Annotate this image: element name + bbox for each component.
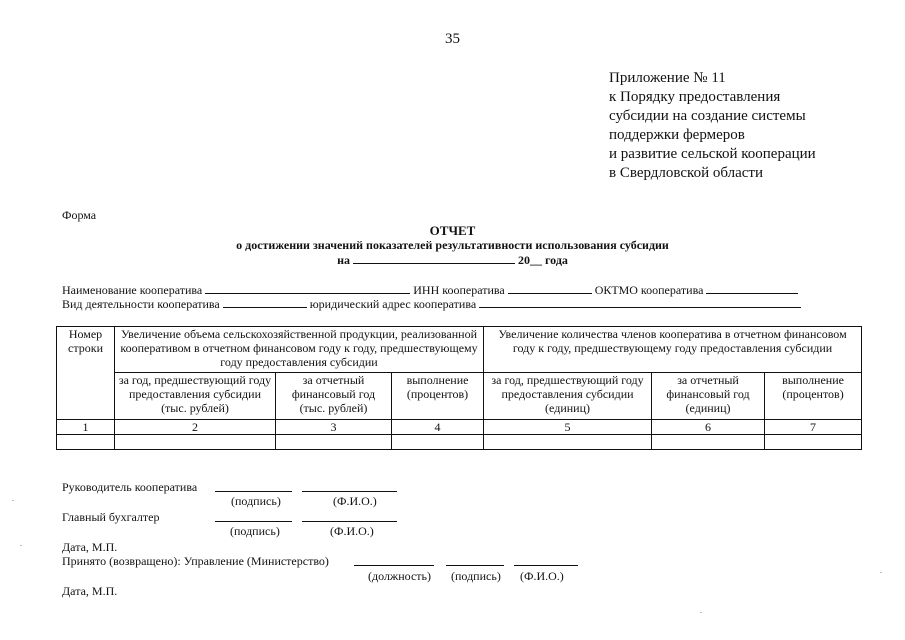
activity-label: Вид деятельности кооператива	[62, 297, 220, 311]
date-prefix: на	[337, 253, 351, 267]
appendix-line: к Порядку предоставления	[609, 89, 781, 105]
group-header-members: Увеличение количества членов кооператива в отчетном финансовом году к году, предшествующему году предоставления субсидии	[484, 327, 862, 373]
empty-cell[interactable]	[115, 435, 276, 450]
date-blank[interactable]	[353, 253, 515, 264]
date-stamp-label-2: Дата, М.П.	[62, 584, 118, 598]
scan-speck	[20, 545, 22, 546]
column-number: 4	[392, 420, 484, 435]
accepted-label: Принято (возвращено): Управление (Министерство)	[62, 554, 329, 568]
accountant-signature-caption: (подпись)	[230, 524, 280, 538]
coop-name-label: Наименование кооператива	[62, 283, 203, 297]
subheader-percent-2: выполнение (процентов)	[765, 373, 862, 420]
empty-cell[interactable]	[392, 435, 484, 450]
subheader-prev-year-rub: за год, предшествующий году предоставления субсидии (тыс. рублей)	[115, 373, 276, 420]
accountant-signature-line[interactable]	[215, 521, 292, 522]
oktmo-blank[interactable]	[706, 283, 798, 294]
accepted-fio-line[interactable]	[514, 565, 578, 566]
head-fio-line[interactable]	[302, 491, 397, 492]
appendix-note	[609, 69, 816, 183]
appendix-line: и развитие сельской кооперации	[609, 146, 816, 162]
report-subtitle: о достижении значений показателей результативности использования субсидии	[236, 238, 669, 252]
empty-cell[interactable]	[276, 435, 392, 450]
scan-speck	[700, 612, 702, 613]
group-header-production: Увеличение объема сельскохозяйственной продукции, реализованной кооперативом в отчетном финансовом году к году, предшествующему году предоставления субсидии	[115, 327, 484, 373]
accepted-fio-caption: (Ф.И.О.)	[520, 569, 564, 583]
head-label: Руководитель кооператива	[62, 480, 198, 494]
column-number: 6	[652, 420, 765, 435]
accepted-signature-line[interactable]	[446, 565, 504, 566]
head-fio-caption: (Ф.И.О.)	[333, 494, 377, 508]
column-number: 5	[484, 420, 652, 435]
subheader-report-year-units: за отчетный финансовый год (единиц)	[652, 373, 765, 420]
appendix-line: в Свердловской области	[609, 165, 764, 181]
report-table	[56, 326, 862, 450]
empty-cell[interactable]	[484, 435, 652, 450]
column-number: 3	[276, 420, 392, 435]
accountant-label: Главный бухгалтер	[62, 510, 160, 524]
accepted-position-line[interactable]	[354, 565, 434, 566]
report-date-line	[0, 253, 905, 268]
inn-blank[interactable]	[508, 283, 592, 294]
accountant-fio-line[interactable]	[302, 521, 397, 522]
oktmo-label: ОКТМО кооператива	[594, 283, 704, 297]
column-number: 7	[765, 420, 862, 435]
scan-speck	[12, 500, 14, 501]
coop-name-blank[interactable]	[205, 283, 410, 294]
appendix-line: субсидии на создание системы	[609, 108, 806, 124]
form-label: Форма	[62, 208, 97, 222]
date-stamp-label: Дата, М.П.	[62, 540, 118, 554]
row-number-header: Номер строки	[57, 327, 115, 420]
head-signature-caption: (подпись)	[231, 494, 281, 508]
subheader-percent-1: выполнение (процентов)	[392, 373, 484, 420]
subheader-prev-year-units: за год, предшествующий году предоставления субсидии (единиц)	[484, 373, 652, 420]
empty-cell[interactable]	[57, 435, 115, 450]
report-title: ОТЧЕТ	[429, 223, 476, 238]
inn-label: ИНН кооператива	[413, 283, 505, 297]
address-blank[interactable]	[479, 297, 801, 308]
head-signature-line[interactable]	[215, 491, 292, 492]
appendix-line: поддержки фермеров	[609, 127, 745, 143]
appendix-line: Приложение № 11	[609, 70, 726, 86]
date-suffix: 20__ года	[518, 253, 568, 267]
accepted-signature-caption: (подпись)	[451, 569, 501, 583]
scan-speck	[880, 572, 882, 573]
page-number: 35	[445, 31, 460, 47]
column-number: 2	[115, 420, 276, 435]
subheader-report-year-rub: за отчетный финансовый год (тыс. рублей)	[276, 373, 392, 420]
accountant-fio-caption: (Ф.И.О.)	[330, 524, 374, 538]
coop-info-line-1	[62, 283, 798, 298]
position-caption: (должность)	[368, 569, 431, 583]
empty-cell[interactable]	[765, 435, 862, 450]
empty-cell[interactable]	[652, 435, 765, 450]
coop-info-line-2	[62, 297, 801, 312]
address-label: юридический адрес кооператива	[309, 297, 477, 311]
activity-blank[interactable]	[223, 297, 307, 308]
column-number: 1	[57, 420, 115, 435]
